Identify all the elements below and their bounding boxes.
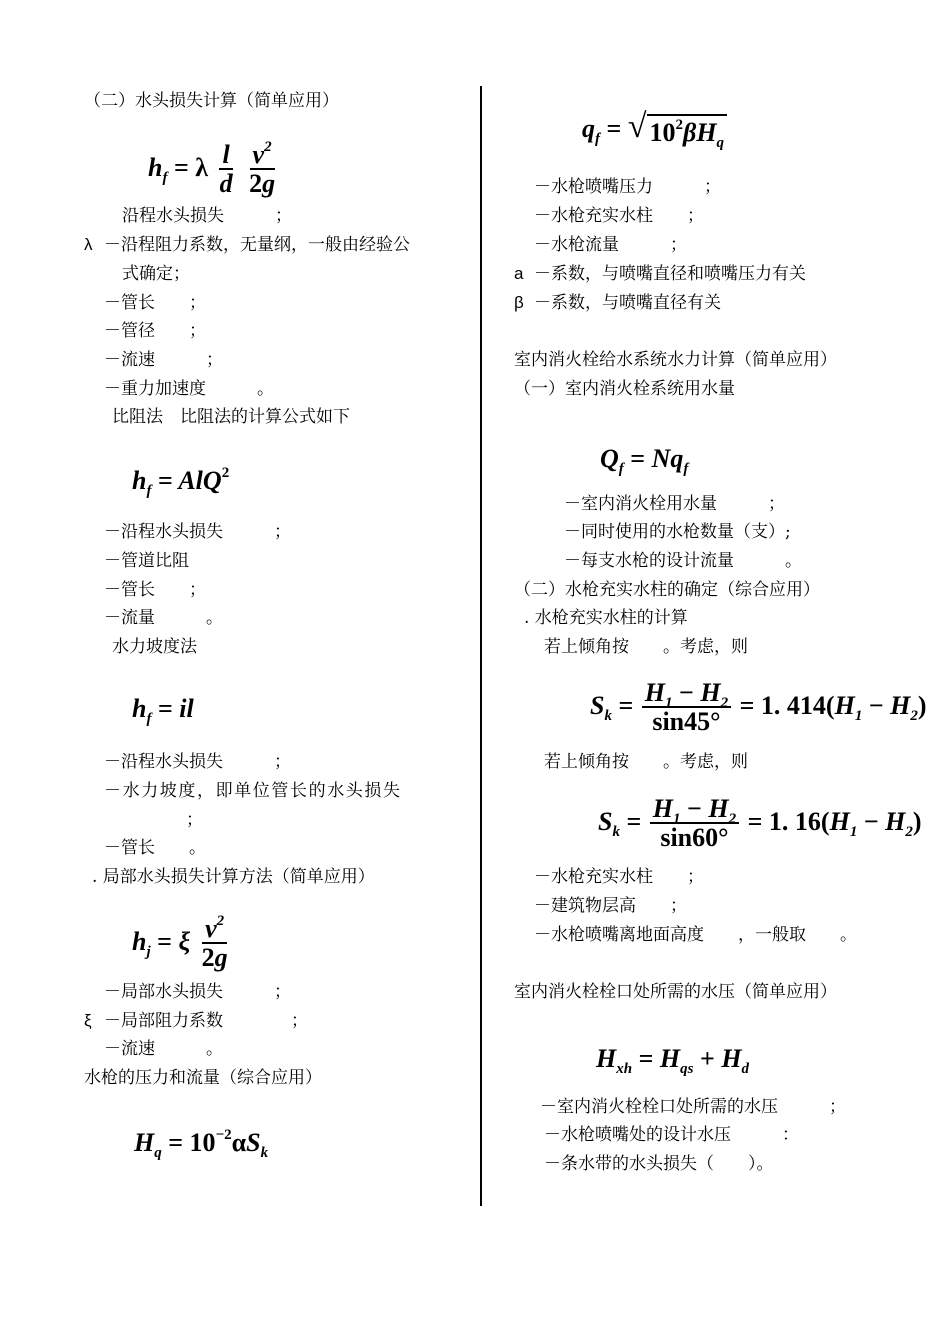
def-hf-3: －沿程水头损失 ； bbox=[104, 752, 291, 772]
method-hydraulic-slope: 水力坡度法 bbox=[112, 637, 197, 657]
formula-water-column-45: $S_k$ = $\frac{H_1 - H_2}{\sin 45^\circ}$ = 1. $414(H_1 - H_2)$ bbox=[590, 678, 927, 736]
def-hose-loss: －条水带的水头损失（ ）。 bbox=[544, 1154, 774, 1174]
symbol-lambda: λ bbox=[84, 235, 93, 254]
def-velocity: －流速 ； bbox=[104, 350, 223, 370]
def-flow: －流量 。 bbox=[104, 608, 223, 628]
formula-outlet-pressure: $H_{xh} = H_{qs} + H_d$ bbox=[596, 1044, 750, 1077]
formula-hydraulic-slope: $h_f$ = il bbox=[132, 694, 194, 727]
def-xi: －局部阻力系数 ； bbox=[104, 1011, 308, 1031]
formula-specific-resistance: $h_f = AlQ^2$ bbox=[132, 465, 230, 499]
def-outlet-pressure: －室内消火栓栓口处所需的水压 ； bbox=[540, 1097, 846, 1117]
def-hj: －局部水头损失 ； bbox=[104, 982, 291, 1002]
def-water-column-2: －水枪充实水柱 ； bbox=[534, 867, 704, 887]
def-nozzle-height: －水枪喷嘴离地面高度 ，一般取 。 bbox=[534, 925, 857, 945]
def-hydrant-usage: －室内消火栓用水量 ； bbox=[564, 494, 785, 514]
subsection-title-water-usage: （一）室内消火栓系统用水量 bbox=[514, 379, 735, 399]
formula-nozzle-pressure: $H_q = 10^{-2}\alpha S_k$ bbox=[134, 1127, 269, 1161]
section-title-outlet-pressure: 室内消火栓栓口处所需的水压（简单应用） bbox=[514, 982, 837, 1002]
def-gravity: －重力加速度 。 bbox=[104, 379, 274, 399]
def-velocity-2: －流速 。 bbox=[104, 1039, 223, 1059]
condition-60: 若上倾角按 。考虑，则 bbox=[544, 752, 748, 772]
symbol-xi: ξ bbox=[84, 1011, 92, 1030]
def-hf-2: －沿程水头损失 ； bbox=[104, 522, 291, 542]
def-hf: 沿程水头损失 ； bbox=[122, 206, 292, 226]
symbol-beta: β bbox=[514, 293, 524, 312]
section-title-head-loss: （二）水头损失计算（简单应用） bbox=[84, 91, 339, 111]
formula-darcy-weisbach: $h_f = \lambda$ $\frac{l}{d}$ $\frac{v^2}{2g}$ bbox=[148, 139, 276, 198]
item-water-column-calc: . 水枪充实水柱的计算 bbox=[524, 608, 688, 628]
section-title-hydrant-hydraulics: 室内消火栓给水系统水力计算（简单应用） bbox=[514, 350, 837, 370]
def-lambda: －沿程阻力系数，无量纲，一般由经验公 bbox=[104, 235, 410, 255]
formula-local-loss: $h_j = \xi$ $\frac{v^2}{2g}$ bbox=[132, 913, 228, 972]
section-title-nozzle: 水枪的压力和流量（综合应用） bbox=[84, 1068, 322, 1088]
def-nozzle-flow: －水枪流量 ； bbox=[534, 235, 687, 255]
def-pipe-length-2: －管长 ； bbox=[104, 580, 206, 600]
section-title-local-loss: . 局部水头损失计算方法（简单应用） bbox=[92, 867, 375, 887]
formula-water-column-60: $S_k$ = $\frac{H_1 - H_2}{\sin 60^\circ}$ = 1. $16(H_1 - H_2)$ bbox=[598, 794, 922, 852]
def-gun-count: －同时使用的水枪数量（支）; bbox=[564, 522, 791, 542]
def-gun-flow: －每支水枪的设计流量 。 bbox=[564, 551, 802, 571]
def-pipe-diameter: －管径 ； bbox=[104, 321, 206, 341]
def-hydraulic-slope: －水力坡度，即单位管长的水头损失 bbox=[104, 781, 402, 801]
def-alpha: －系数，与喷嘴直径和喷嘴压力有关 bbox=[534, 264, 806, 284]
symbol-alpha: a bbox=[514, 264, 524, 283]
def-lambda-cont: 式确定； bbox=[122, 264, 190, 284]
def-pipe-length: －管长 ； bbox=[104, 293, 206, 313]
def-beta: －系数，与喷嘴直径有关 bbox=[534, 293, 721, 313]
condition-45: 若上倾角按 。考虑，则 bbox=[544, 637, 748, 657]
def-pipe-length-3: －管长 。 bbox=[104, 838, 206, 858]
def-hydraulic-slope-end: ； bbox=[186, 810, 203, 830]
def-water-column: －水枪充实水柱 ； bbox=[534, 206, 704, 226]
formula-nozzle-flow: $q_f$ = √ $10^2\beta H_q$ bbox=[582, 112, 727, 148]
def-nozzle-design-pressure: －水枪喷嘴处的设计水压 ： bbox=[544, 1125, 799, 1145]
column-divider bbox=[480, 86, 482, 1206]
method-specific-resistance: 比阻法 比阻法的计算公式如下 bbox=[112, 407, 350, 427]
def-specific-resistance: －管道比阻 bbox=[104, 551, 189, 571]
def-floor-height: －建筑物层高 ； bbox=[534, 896, 687, 916]
def-nozzle-pressure: －水枪喷嘴压力 ； bbox=[534, 177, 721, 197]
subsection-title-water-column: （二）水枪充实水柱的确定（综合应用） bbox=[514, 580, 820, 600]
formula-hydrant-usage: $Q_f = Nq_f$ bbox=[600, 444, 689, 477]
